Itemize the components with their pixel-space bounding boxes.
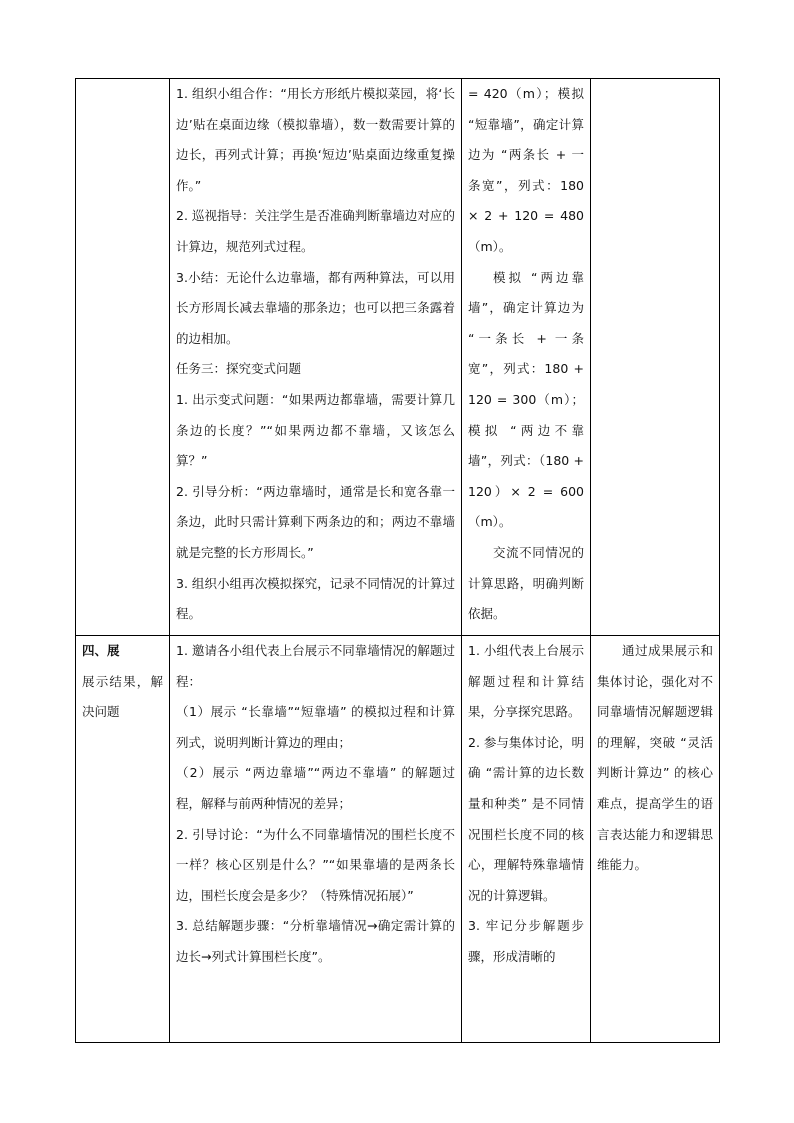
paragraph: （1）展示 “长靠墙”“短靠墙” 的模拟过程和计算列式，说明判断计算边的理由； (176, 704, 455, 750)
paragraph: 3. 牢记分步解题步骤，形成清晰的 (468, 918, 584, 964)
student-activity-cell (462, 636, 591, 1043)
stage-cell (76, 79, 170, 636)
paragraph: 2. 参与集体讨论，明确 “需计算的边长数量和种类” 是不同情况围栏长度不同的核心，理解特殊靠墙情况的计算逻辑。 (468, 734, 584, 903)
design-intent-cell (591, 636, 720, 1043)
paragraph: 1. 出示变式问题：“如果两边都靠墙，需要计算几条边的长度？”“如果两边都不靠墙，又该怎么算？” (176, 391, 455, 469)
paragraph: （2）展示 “两边靠墙”“两边不靠墙” 的解题过程，解释与前两种情况的差异； (176, 765, 455, 811)
paragraph: 2. 巡视指导：关注学生是否准确判断靠墙边对应的计算边，规范列式过程。 (176, 208, 455, 254)
paragraph: 2. 引导讨论：“为什么不同靠墙情况的围栏长度不一样？核心区别是什么？”“如果靠墙的是两条长边，围栏长度会是多少？（特殊情况拓展）” (176, 826, 455, 903)
lesson-plan-table (75, 78, 720, 1043)
paragraph: 模拟 “两边靠墙”，确定计算边为 “一条长 + 一条宽”，列式：180 + 120 = 300（m）；模拟 “两边不靠墙”，列式：（180 + 120）× 2 = 600（m）。 (468, 269, 584, 530)
stage-description: 展示结果，解决问题 (82, 673, 163, 720)
paragraph: 3.小结：无论什么边靠墙，都有两种算法，可以用长方形周长减去靠墙的那条边；也可以把三条露着的边相加。 (176, 269, 455, 346)
paragraph: 3. 组织小组再次模拟探究，记录不同情况的计算过程。 (176, 575, 455, 622)
paragraph: 2. 引导分析：“两边靠墙时，通常是长和宽各靠一条边，此时只需计算剩下两条边的和；两边不靠墙就是完整的长方形周长。” (176, 483, 455, 560)
design-intent-cell (591, 79, 720, 636)
student-activity-cell (462, 79, 591, 636)
paragraph: 通过成果展示和集体讨论，强化对不同靠墙情况解题逻辑的理解，突破 “灵活判断计算边” 的核心难点，提高学生的语言表达能力和逻辑思维能力。 (597, 643, 713, 873)
task-heading: 任务三：探究变式问题 (176, 361, 302, 377)
paragraph: 交流不同情况的计算思路，明确判断依据。 (468, 544, 584, 622)
table-row (76, 79, 720, 636)
table-row (76, 636, 720, 1043)
stage-cell (76, 636, 170, 1043)
paragraph: = 420（m）；模拟 “短靠墙”，确定计算边为 “两条长 + 一条宽”，列式：180 × 2 + 120 = 480（m）。 (468, 86, 584, 254)
paragraph: 1. 组织小组合作：“用长方形纸片模拟菜园，将‘长边’贴在桌面边缘（模拟靠墙），数一数需要计算的边长，再列式计算；再换‘短边’贴桌面边缘重复操作。” (176, 86, 455, 193)
paragraph: 1. 邀请各小组代表上台展示不同靠墙情况的解题过程： (176, 643, 455, 689)
teacher-activity-cell (170, 636, 462, 1043)
paragraph: 3. 总结解题步骤：“分析靠墙情况→确定需计算的边长→列式计算围栏长度”。 (176, 918, 455, 964)
stage-title: 四、展 (82, 643, 120, 658)
paragraph: 1. 小组代表上台展示解题过程和计算结果，分享探究思路。 (468, 643, 584, 720)
teacher-activity-cell (170, 79, 462, 636)
